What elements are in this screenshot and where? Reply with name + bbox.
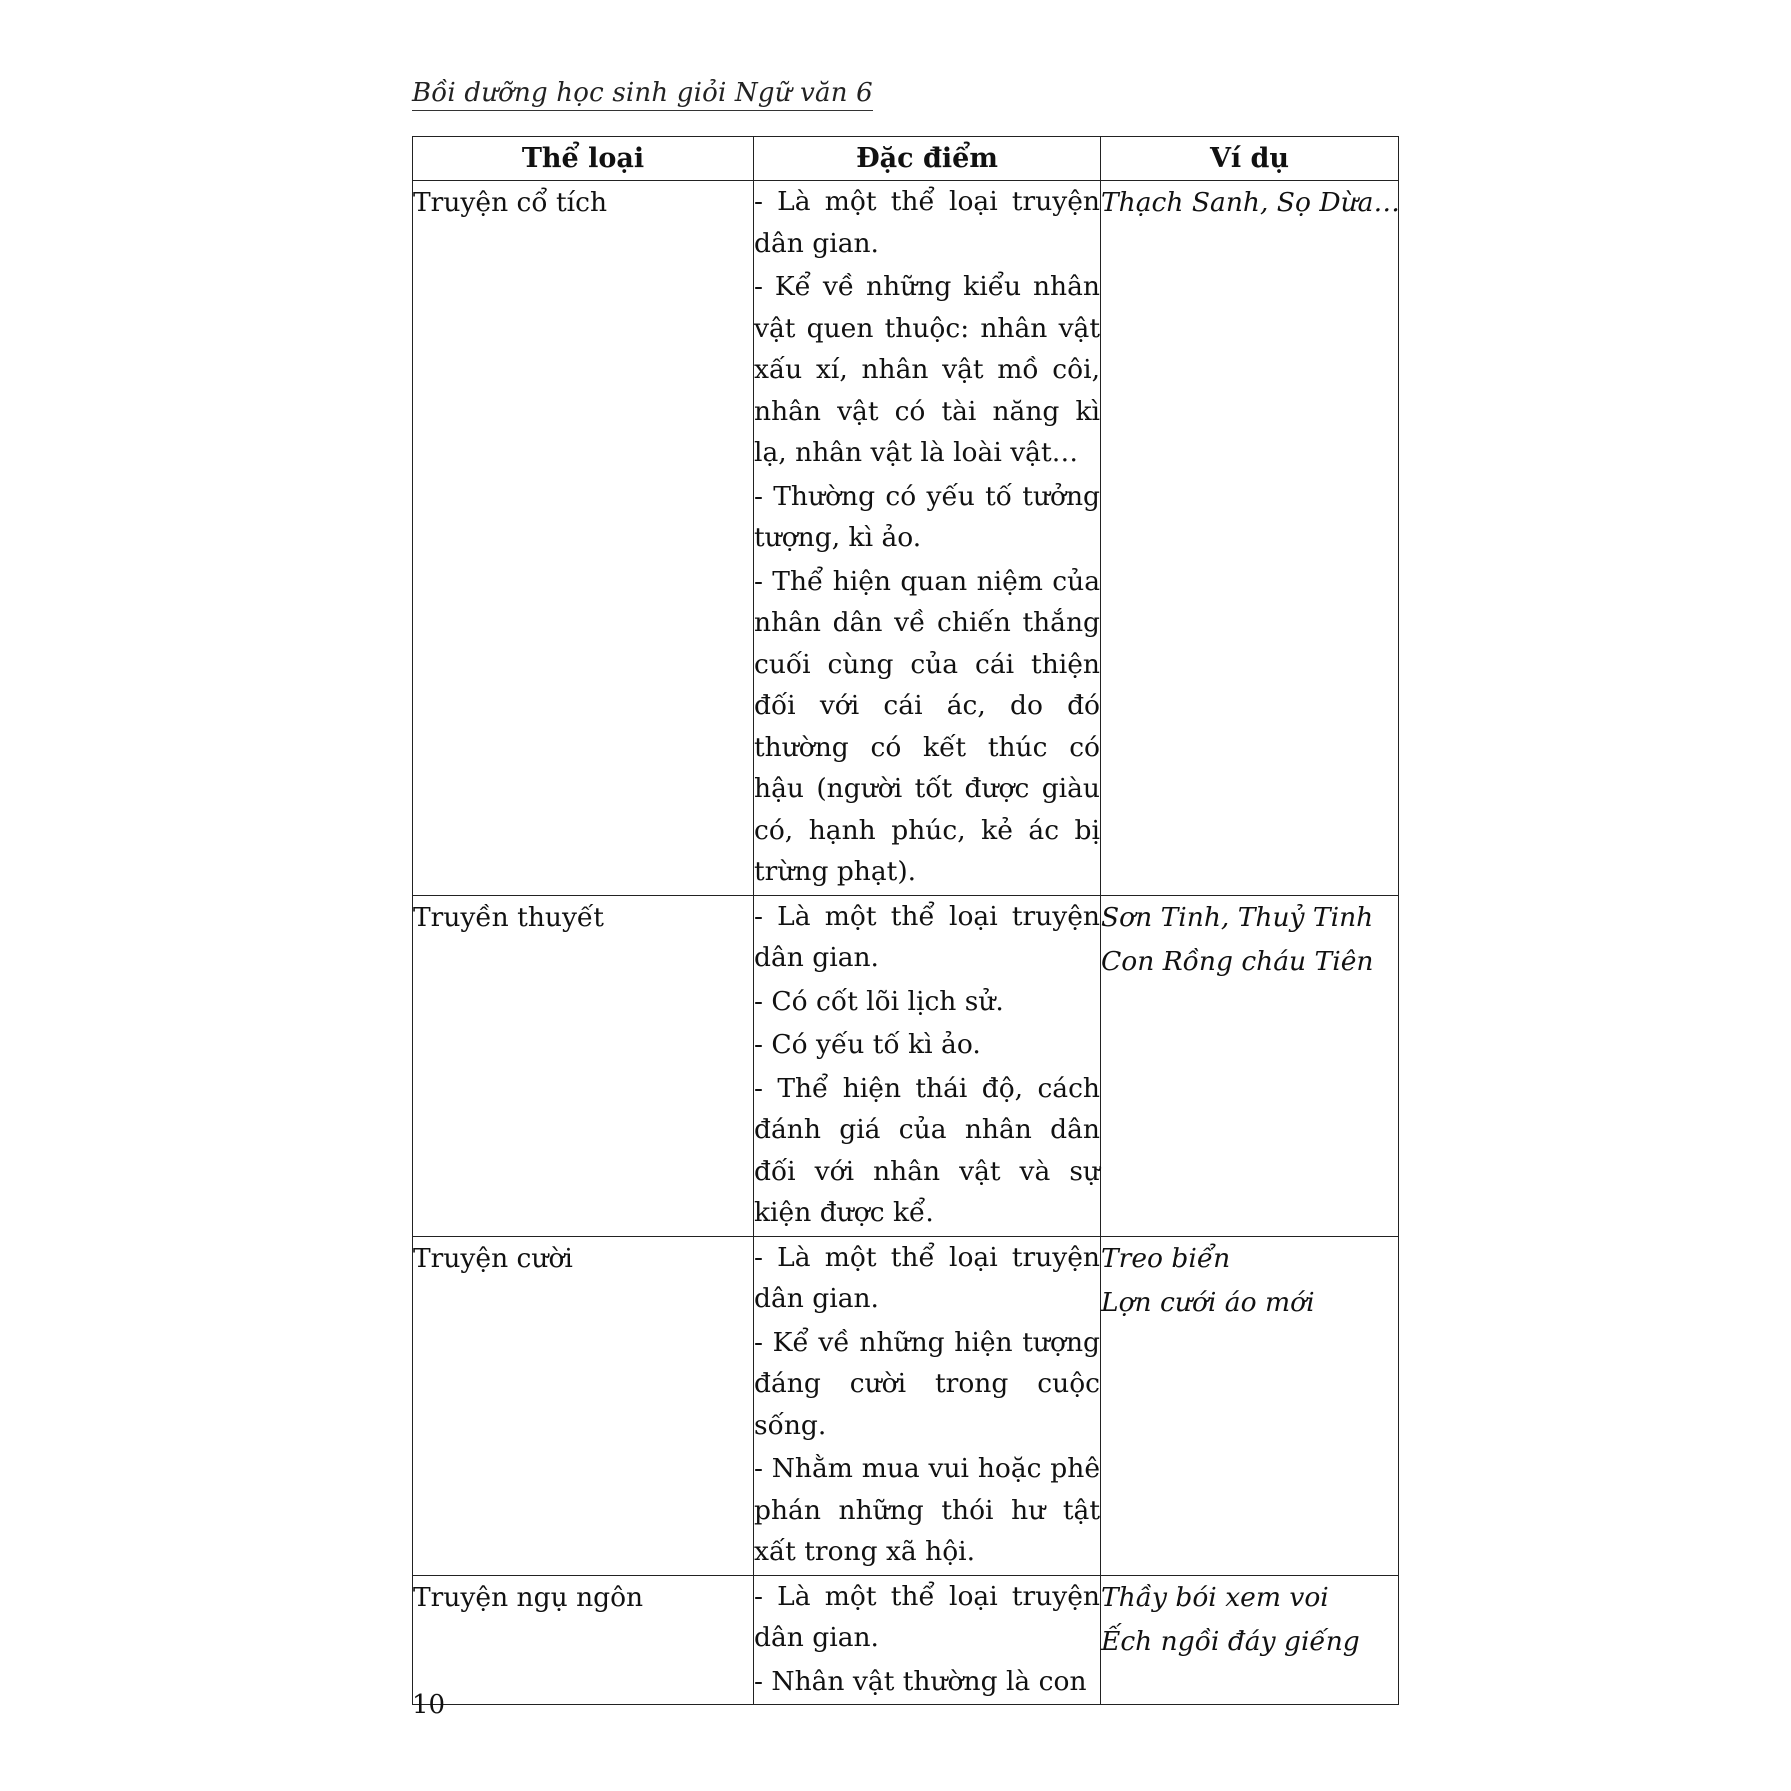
example-item: Sơn Tinh, Thuỷ Tinh — [1101, 901, 1374, 933]
feature-item: - Nhằm mua vui hoặc phê phán những thói hư tật xất trong xã hội. — [754, 1453, 1100, 1567]
genre-cell: Truyện ngụ ngôn — [413, 1575, 754, 1705]
feature-item: - Là một thể loại truyện dân gian. — [754, 1241, 1100, 1314]
features-cell — [754, 1236, 1101, 1575]
feature-item: - Nhân vật thường là con — [754, 1665, 1087, 1697]
feature-item: - Thường có yếu tố tưởng tượng, kì ảo. — [754, 480, 1100, 553]
feature-item: - Có cốt lõi lịch sử. — [754, 985, 1004, 1017]
features-cell — [754, 895, 1101, 1236]
features-cell — [754, 1575, 1101, 1705]
feature-item: - Thể hiện quan niệm của nhân dân về chiến thắng cuối cùng của cái thiện đối với cái ác, do đó thường có kết thúc có hậu (người tốt được giàu có, hạnh phúc, kẻ ác bị trừng phạt). — [754, 565, 1100, 887]
feature-item: - Là một thể loại truyện dân gian. — [754, 1580, 1100, 1653]
genre-table — [412, 136, 1399, 1705]
example-item: Thạch Sanh, Sọ Dừa… — [1101, 187, 1400, 218]
examples-cell — [1101, 181, 1399, 896]
example-item: Thầy bói xem voi — [1101, 1581, 1329, 1613]
column-header-genre: Thể loại — [413, 137, 754, 181]
table-row — [413, 895, 1399, 1236]
column-header-features: Đặc điểm — [754, 137, 1101, 181]
genre-cell: Truyện cười — [413, 1236, 754, 1575]
table-row — [413, 1236, 1399, 1575]
examples-cell — [1101, 895, 1399, 1236]
feature-item: - Kể về những kiểu nhân vật quen thuộc: nhân vật xấu xí, nhân vật mồ côi, nhân vật có tài năng kì lạ, nhân vật là loài vật… — [754, 271, 1100, 468]
examples-cell — [1101, 1236, 1399, 1575]
page-number: 10 — [412, 1690, 446, 1720]
feature-item: - Là một thể loại truyện dân gian. — [754, 900, 1100, 973]
feature-item: - Kể về những hiện tượng đáng cười trong cuộc sống. — [754, 1326, 1100, 1441]
feature-item: - Là một thể loại truyện dân gian. — [754, 186, 1100, 259]
examples-cell — [1101, 1575, 1399, 1705]
example-item: Con Rồng cháu Tiên — [1101, 945, 1374, 977]
feature-item: - Thể hiện thái độ, cách đánh giá của nhân dân đối với nhân vật và sự kiện được kể. — [754, 1072, 1100, 1228]
table-header-row — [413, 137, 1399, 181]
genre-cell: Truyền thuyết — [413, 895, 754, 1236]
features-cell — [754, 181, 1101, 896]
feature-item: - Có yếu tố kì ảo. — [754, 1029, 981, 1060]
table-row — [413, 1575, 1399, 1705]
table-row — [413, 181, 1399, 896]
running-header: Bồi dưỡng học sinh giỏi Ngữ văn 6 — [412, 78, 873, 111]
genre-cell: Truyện cổ tích — [413, 181, 754, 896]
example-item: Ếch ngồi đáy giếng — [1101, 1625, 1360, 1657]
example-item: Lợn cưới áo mới — [1101, 1286, 1315, 1318]
column-header-examples: Ví dụ — [1101, 137, 1399, 181]
example-item: Treo biển — [1101, 1242, 1231, 1274]
